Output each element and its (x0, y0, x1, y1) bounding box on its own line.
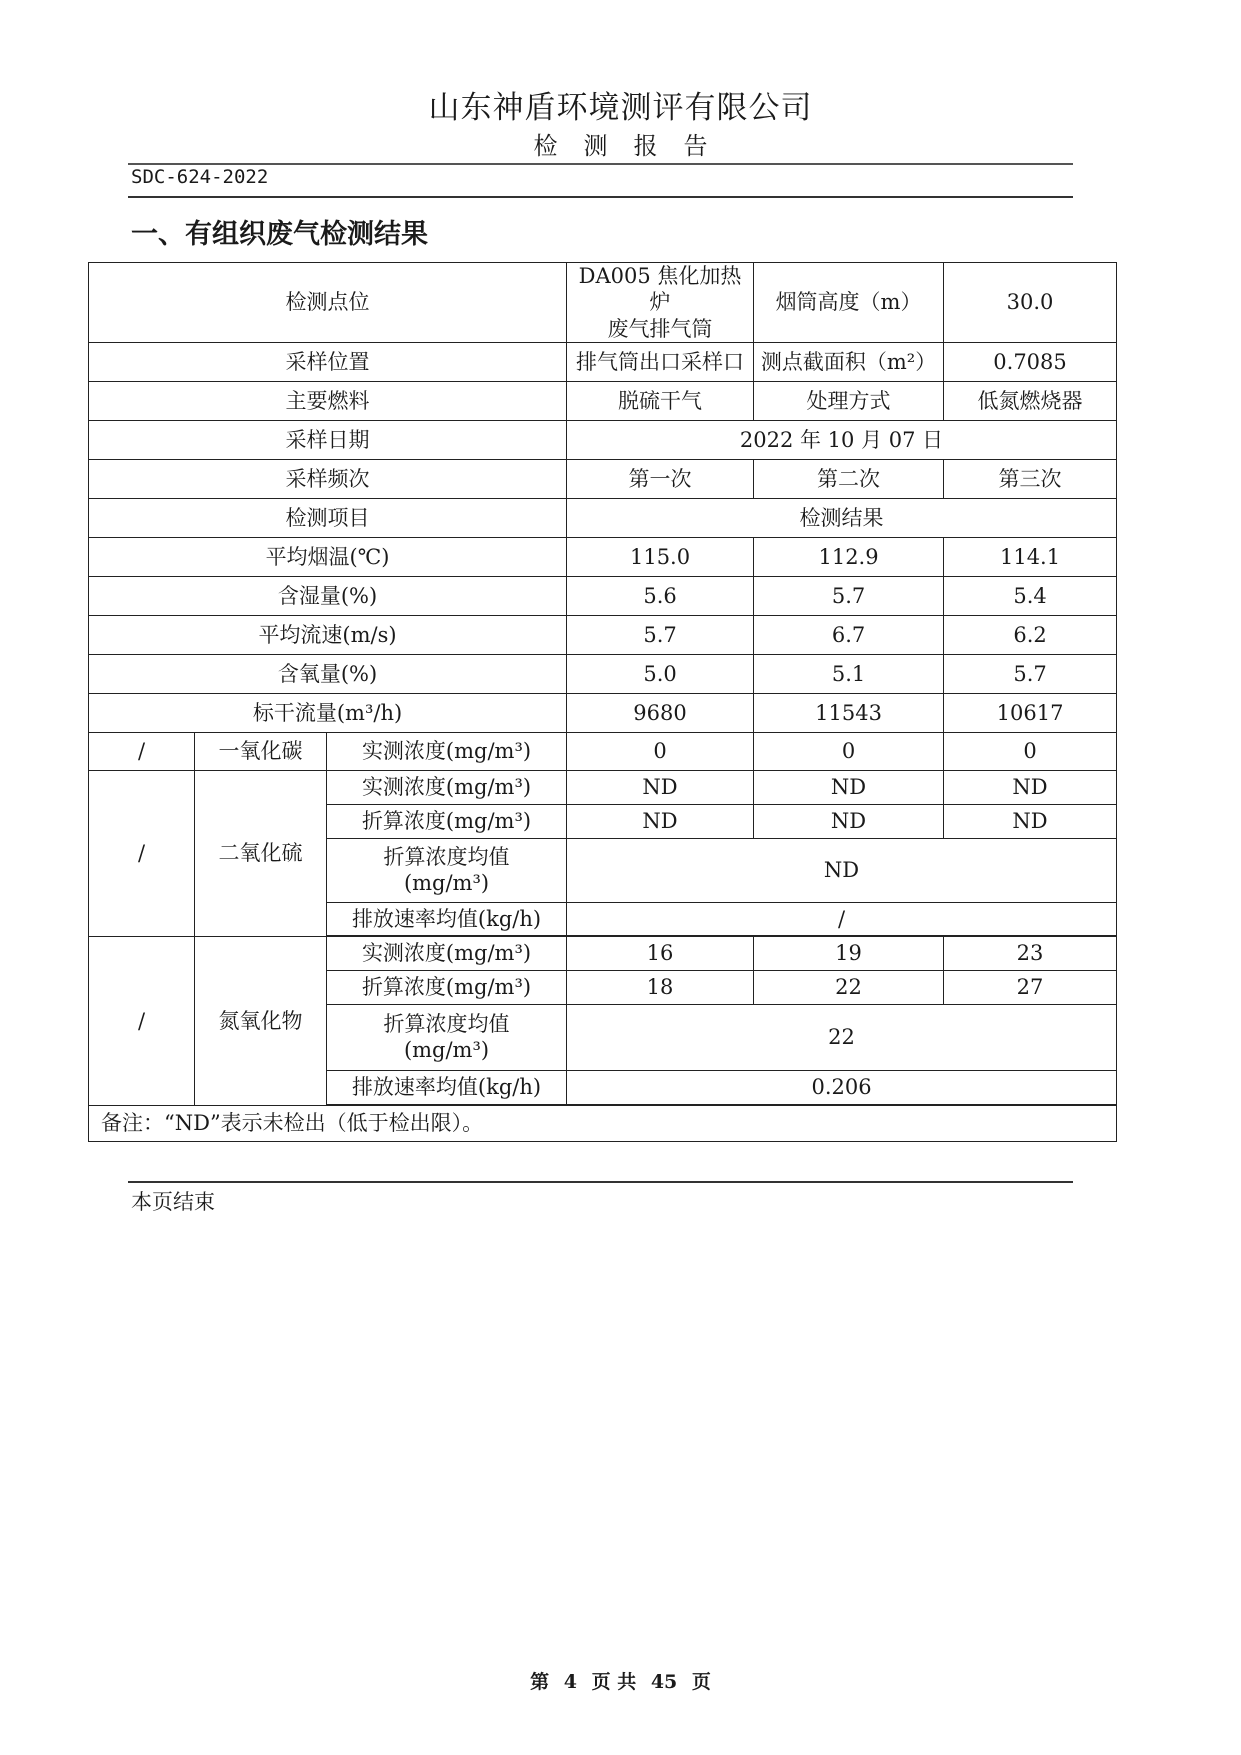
table-row (89, 732, 1117, 770)
nox-name: 氮氧化物 (195, 936, 327, 1105)
table-note: 备注：“ND”表示未检出（低于检出限）。 (89, 1105, 1117, 1141)
nox-avg-label-line2: (mg/m³) (403, 1038, 490, 1063)
point-label: 检测点位 (89, 263, 567, 343)
nox-avg-label-line1: 折算浓度均值 (383, 1012, 510, 1036)
stack-height-label: 烟筒高度（m） (754, 263, 944, 343)
table-row (89, 342, 1117, 381)
area-value: 0.7085 (944, 342, 1117, 381)
area-label: 测点截面积（m²） (754, 342, 944, 381)
param-value: 6.7 (754, 615, 944, 654)
footer-suffix: 页 (691, 1671, 711, 1693)
report-title: 检测报告 (533, 132, 734, 160)
param-value: 112.9 (754, 537, 944, 576)
page-footer (0, 1667, 1241, 1694)
treatment-label: 处理方式 (754, 381, 944, 420)
fuel-label: 主要燃料 (89, 381, 567, 420)
co-measured-value: 0 (754, 732, 944, 770)
param-value: 10617 (944, 693, 1117, 732)
end-of-page-text: 本页结束 (131, 1190, 215, 1214)
total-pages: 45 (650, 1671, 678, 1693)
results-table (88, 262, 1117, 1142)
nox-rate-label: 排放速率均值(kg/h) (327, 1070, 567, 1104)
report-number: SDC-624-2022 (131, 166, 269, 188)
point-value (567, 263, 754, 343)
point-value-line1: DA005 焦化加热炉 (578, 264, 742, 315)
header-divider (128, 163, 1073, 165)
co-measured-value: 0 (567, 732, 754, 770)
param-value: 5.4 (944, 576, 1117, 615)
param-value: 114.1 (944, 537, 1117, 576)
so2-avg-value: ND (567, 838, 1117, 902)
co-measured-label: 实测浓度(mg/m³) (327, 732, 567, 770)
section-title: 一、有组织废气检测结果 (131, 219, 428, 250)
treatment-value: 低氮燃烧器 (944, 381, 1117, 420)
table-row (89, 936, 1117, 970)
stack-height-value: 30.0 (944, 263, 1117, 343)
end-divider (128, 1181, 1073, 1183)
nox-avg-value: 22 (567, 1004, 1117, 1070)
fuel-value: 脱硫干气 (567, 381, 754, 420)
nox-avg-label (327, 1004, 567, 1070)
so2-measured-value: ND (944, 770, 1117, 804)
param-value: 5.6 (567, 576, 754, 615)
nox-converted-label: 折算浓度(mg/m³) (327, 970, 567, 1004)
nox-slash: / (89, 936, 195, 1105)
run-3: 第三次 (944, 459, 1117, 498)
date-label: 采样日期 (89, 420, 567, 459)
so2-avg-label (327, 838, 567, 902)
param-label: 平均烟温(℃) (89, 537, 567, 576)
nox-measured-value: 16 (567, 936, 754, 970)
so2-avg-label-line2: (mg/m³) (403, 871, 490, 896)
param-value: 9680 (567, 693, 754, 732)
table-row (89, 693, 1117, 732)
so2-rate-value: / (567, 902, 1117, 935)
sampling-position-label: 采样位置 (89, 342, 567, 381)
nox-measured-label: 实测浓度(mg/m³) (327, 936, 567, 970)
param-value: 11543 (754, 693, 944, 732)
param-label: 平均流速(m/s) (89, 615, 567, 654)
table-row (89, 576, 1117, 615)
param-value: 5.7 (944, 654, 1117, 693)
run-2: 第二次 (754, 459, 944, 498)
param-value: 5.7 (754, 576, 944, 615)
date-value: 2022 年 10 月 07 日 (567, 420, 1117, 459)
so2-name: 二氧化硫 (195, 770, 327, 936)
so2-rate-label: 排放速率均值(kg/h) (327, 902, 567, 935)
param-value: 5.0 (567, 654, 754, 693)
so2-converted-value: ND (944, 804, 1117, 838)
param-value: 115.0 (567, 537, 754, 576)
nox-converted-value: 18 (567, 970, 754, 1004)
so2-measured-value: ND (567, 770, 754, 804)
co-measured-value: 0 (944, 732, 1117, 770)
so2-avg-label-line1: 折算浓度均值 (383, 845, 510, 869)
run-1: 第一次 (567, 459, 754, 498)
table-row (89, 498, 1117, 537)
nox-converted-value: 27 (944, 970, 1117, 1004)
table-row (89, 770, 1117, 804)
so2-converted-label: 折算浓度(mg/m³) (327, 804, 567, 838)
param-label: 含湿量(%) (89, 576, 567, 615)
frequency-label: 采样频次 (89, 459, 567, 498)
table-row (89, 537, 1117, 576)
so2-converted-value: ND (754, 804, 944, 838)
footer-mid: 页 共 (591, 1671, 637, 1693)
param-value: 5.1 (754, 654, 944, 693)
table-row (89, 381, 1117, 420)
table-row (89, 263, 1117, 343)
param-label: 标干流量(m³/h) (89, 693, 567, 732)
nox-measured-value: 19 (754, 936, 944, 970)
company-name: 山东神盾环境测评有限公司 (428, 90, 813, 126)
table-row (89, 615, 1117, 654)
co-slash: / (89, 732, 195, 770)
table-row (89, 1105, 1117, 1141)
param-value: 5.7 (567, 615, 754, 654)
report-number-divider (128, 196, 1073, 198)
param-label: 含氧量(%) (89, 654, 567, 693)
nox-rate-value: 0.206 (567, 1070, 1117, 1104)
point-value-line2: 废气排气筒 (607, 316, 713, 341)
item-label: 检测项目 (89, 498, 567, 537)
so2-slash: / (89, 770, 195, 936)
table-row (89, 420, 1117, 459)
so2-converted-value: ND (567, 804, 754, 838)
page-number: 4 (563, 1671, 577, 1693)
footer-prefix: 第 (530, 1671, 550, 1693)
nox-measured-value: 23 (944, 936, 1117, 970)
result-label: 检测结果 (567, 498, 1117, 537)
table-row (89, 459, 1117, 498)
co-name: 一氧化碳 (195, 732, 327, 770)
sampling-position-value: 排气筒出口采样口 (567, 342, 754, 381)
param-value: 6.2 (944, 615, 1117, 654)
so2-measured-value: ND (754, 770, 944, 804)
table-row (89, 654, 1117, 693)
so2-measured-label: 实测浓度(mg/m³) (327, 770, 567, 804)
nox-converted-value: 22 (754, 970, 944, 1004)
